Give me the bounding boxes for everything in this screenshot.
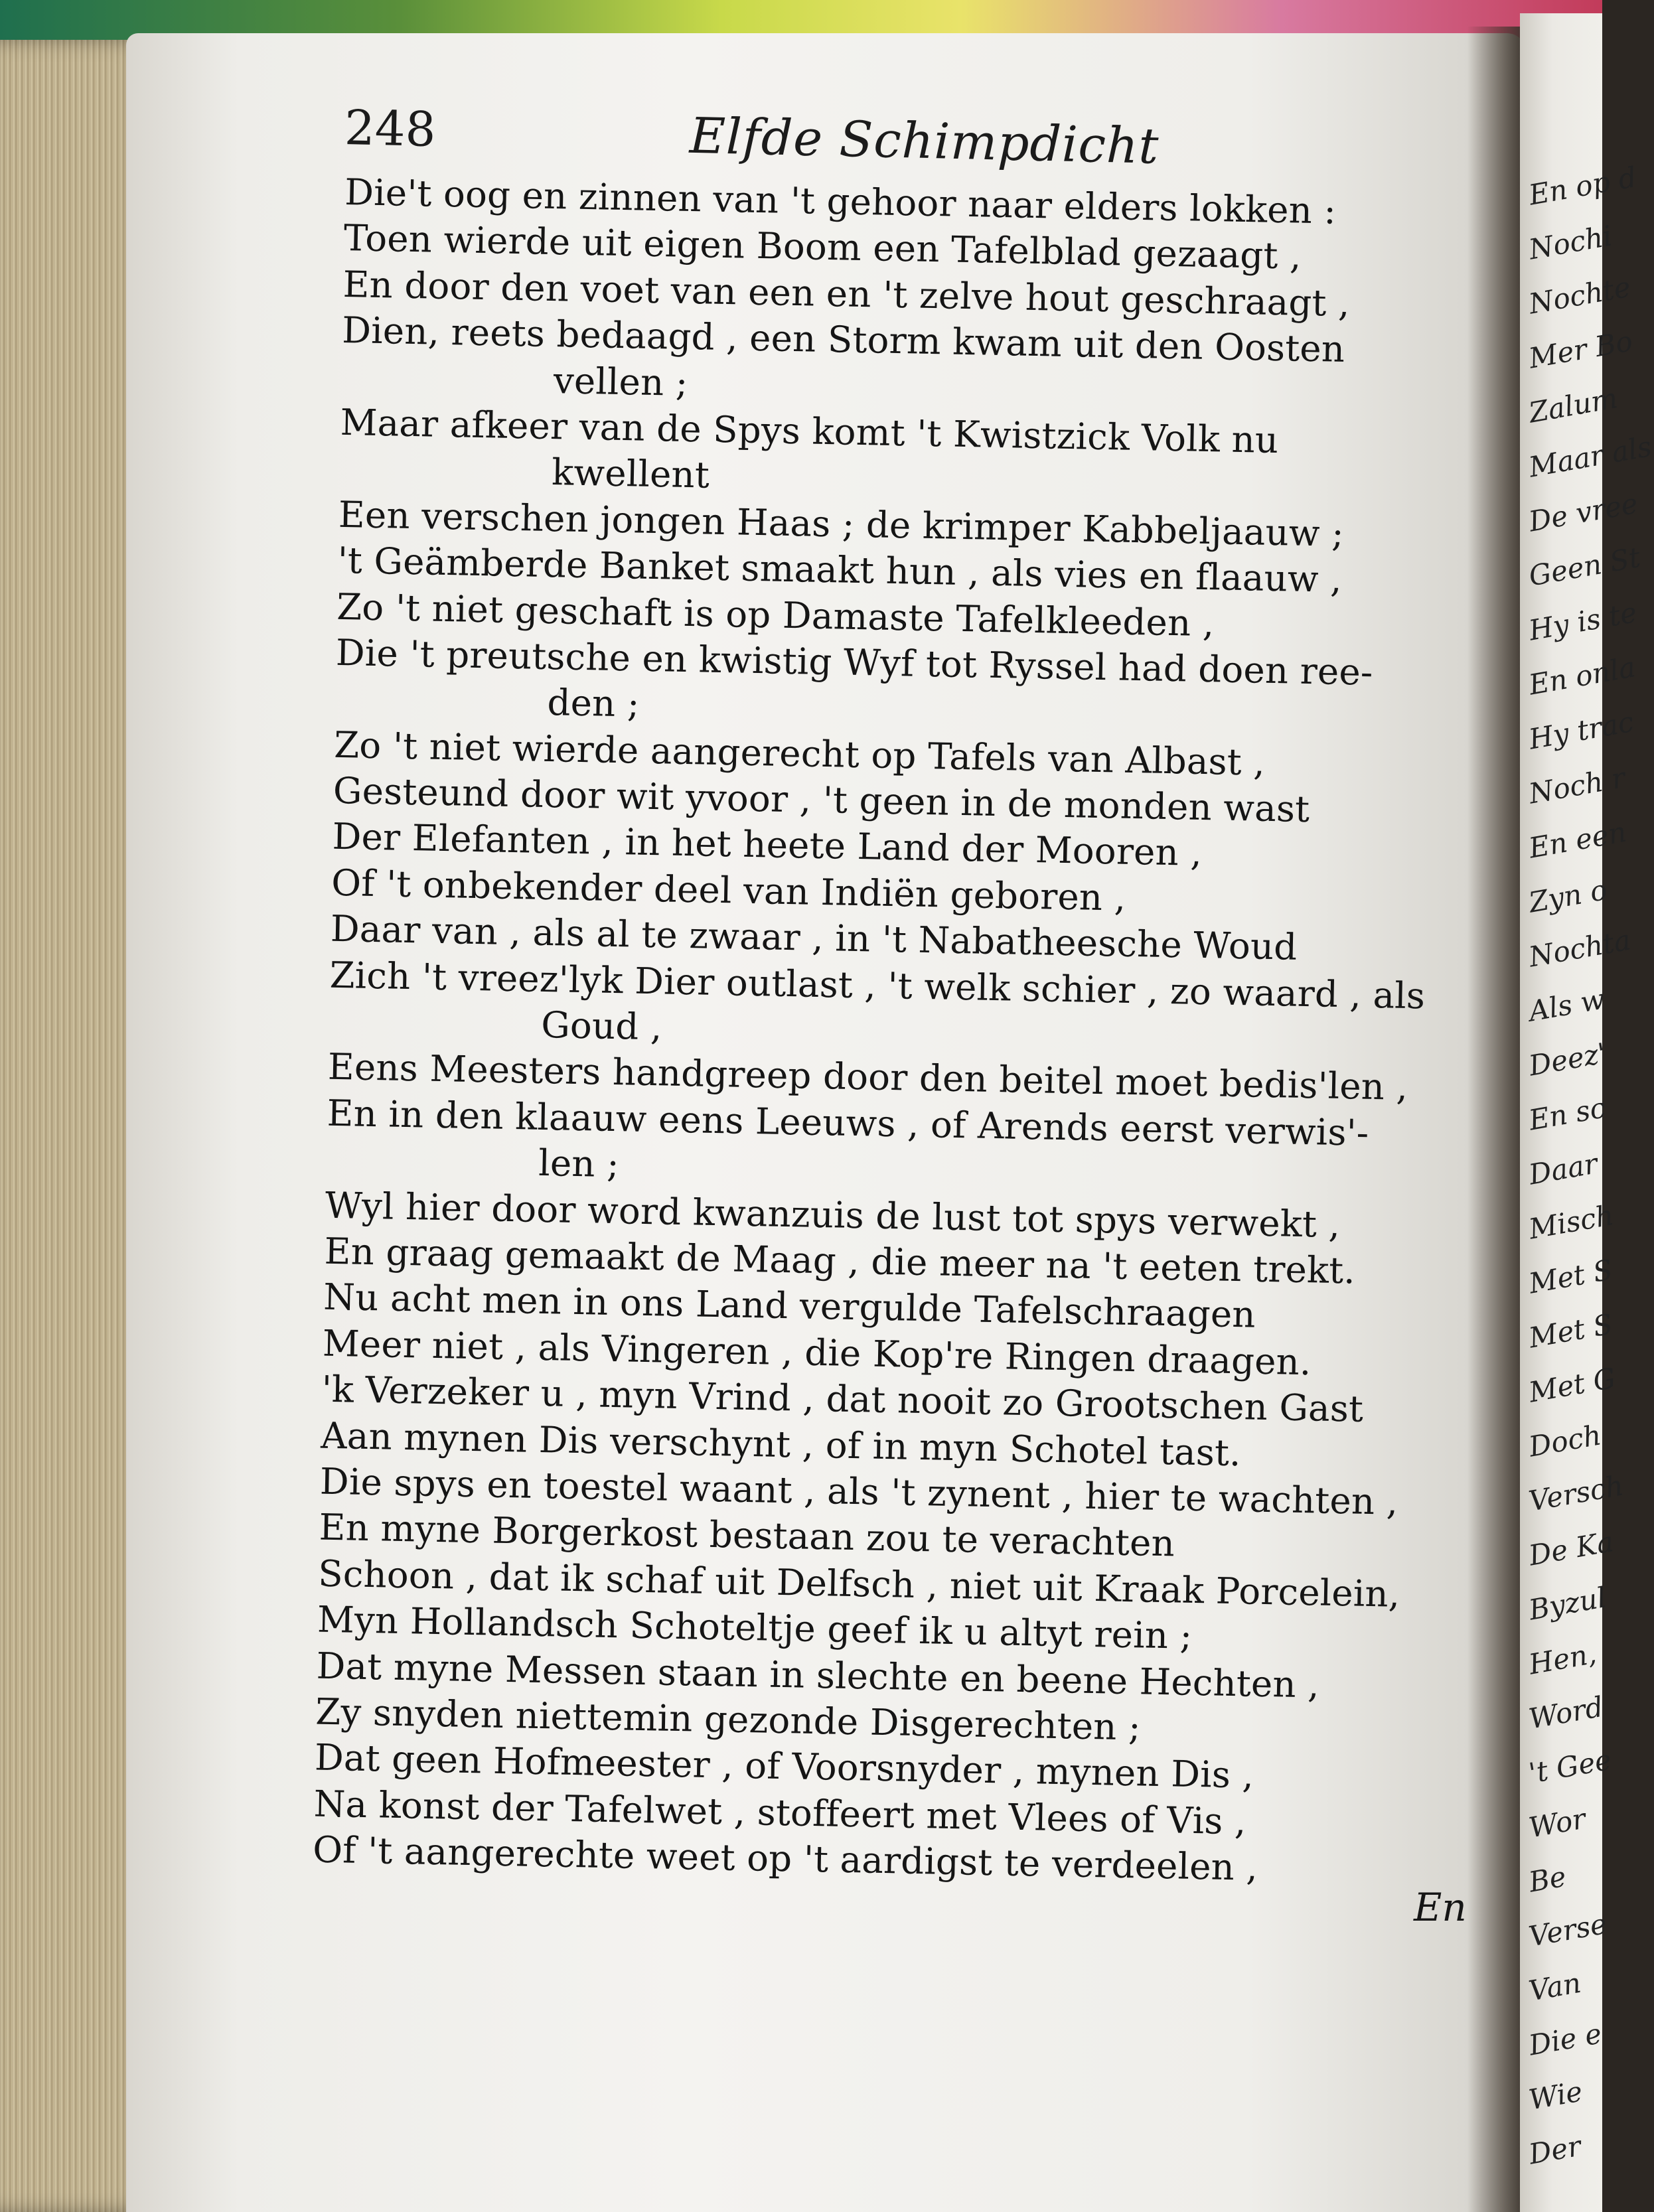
text-line: Zo 't niet wierde aangerecht op Tafels van Albast , [333,723,1266,784]
facing-page-fragment: 't Gee [1526,1743,1614,1790]
facing-page-fragment: De vree [1526,486,1641,538]
facing-page [1520,13,1654,2212]
text-line: Dat geen Hofmeester , of Voorsnyder , mynen Dis , [314,1735,1254,1797]
facing-page-fragment: Noch r [1526,761,1628,810]
running-title: Elfde Schimpdicht [688,107,1160,175]
text-line: Die spys en toestel waant , als 't zynent , hier te wachten , [319,1459,1398,1523]
text-line: Eens Meesters handgreep door den beitel moet bedis'len , [327,1045,1408,1109]
facing-page-fragment: Wor [1526,1802,1588,1844]
text-line: Daar van , als al te zwaar , in 't Nabatheesche Woud [330,907,1298,968]
text-line: En myne Borgerkost bestaan zou te verachten [319,1505,1175,1565]
facing-page-fragment: Maar als [1526,429,1654,484]
text-line: 'k Verzeker u , myn Vrind , dat nooit zo Grootschen Gast [321,1367,1364,1430]
text-line: Zy snyden niettemin gezonde Disgerechten ; [315,1690,1142,1749]
text-line: Schoon , dat ik schaf uit Delfsch , niet uit Kraak Porcelein, [317,1552,1400,1615]
text-line: Een verschen jongen Haas ; de krimper Kabbeljaauw ; [338,492,1345,555]
text-line: Maar afkeer van de Spys komt 't Kwistzick Volk nu [340,400,1279,462]
facing-page-fragment: Deez' [1526,1037,1609,1082]
facing-page-fragment: Doch [1526,1418,1604,1463]
text-line: En in den klaauw eens Leeuws , of Arends eerst verwis'- [327,1091,1370,1154]
facing-page-fragment: Hy trac [1526,705,1637,756]
text-line: En door den voet van een en 't zelve hout geschraagt , [342,262,1351,325]
text-line: Myn Hollandsch Schoteltje geef ik u altyt rein ; [317,1597,1193,1658]
text-line: Na konst der Tafelwet , stoffeert met Vlees of Vis , [313,1782,1247,1843]
text-line: Toen wierde uit eigen Boom een Tafelblad gezaagt , [343,216,1302,278]
facing-page-fragment: Als w [1526,982,1608,1028]
facing-page-fragment: Zalum [1526,382,1620,429]
facing-page-fragment: Zyn o [1526,873,1610,919]
book-gutter [1467,27,1527,2212]
facing-page-fragment: Nochta [1526,923,1633,974]
facing-page-fragment: En een [1526,815,1629,865]
text-line: Of 't onbekender deel van Indiën geboren , [331,861,1126,919]
facing-page-fragment: Met S [1526,1253,1616,1300]
text-line: Aan mynen Dis verschynt , of in myn Schotel tast. [320,1414,1242,1474]
facing-page-fragment: Nochi [1526,219,1615,266]
text-line: Dat myne Messen staan in slechte en beene Hechten , [316,1644,1320,1706]
text-line: Gesteund door wit yvoor , 't geen in de monden wast [333,769,1310,831]
text-line: Die 't preutsche en kwistig Wyf tot Ryssel had doen ree- [335,630,1374,694]
poem-text [313,169,1460,1894]
facing-page-fragment: Versch [1526,1469,1626,1518]
text-line: Nu acht men in ons Land vergulde Tafelschraagen [323,1276,1256,1337]
text-line: Zo 't niet geschaft is op Damaste Tafelkleeden , [336,585,1215,644]
text-line: Der Elefanten , in het heete Land der Mooren , [332,815,1203,875]
text-line: len ; [538,1142,620,1186]
text-line: Wyl hier door word kwanzuis de lust tot spys verwekt , [325,1183,1341,1246]
facing-page-fragment: Met S [1526,1307,1616,1355]
facing-page-fragment: Misch [1526,1199,1616,1246]
facing-page-fragment: En sc [1526,1091,1608,1137]
text-line: den ; [547,681,640,725]
facing-page-fragment: Be [1526,1860,1569,1899]
text-line: Meer niet , als Vingeren , die Kop're Ringen draagen. [322,1321,1312,1384]
facing-page-fragment: Die e [1526,2017,1604,2062]
facing-page-fragment: Der [1526,2129,1584,2171]
facing-page-fragment: En onla [1526,650,1638,701]
facing-page-fragment: Word [1526,1690,1606,1735]
text-line: 't Geämberde Banket smaakt hun , als vies en flaauw , [337,539,1343,601]
facing-page-fragment: Nochte [1526,270,1633,321]
facing-page-fragment: Daar [1526,1147,1600,1191]
facing-page-fragment: Hen, [1526,1637,1599,1681]
text-line: Die't oog en zinnen van 't gehoor naar elders lokken : [344,170,1337,232]
text-line: Dien, reets bedaagd , een Storm kwam uit den Oosten [341,309,1345,371]
facing-page-fragment: Met G [1526,1361,1618,1409]
page-number: 248 [344,100,437,158]
facing-page-fragment: Wie [1526,2075,1585,2116]
text-line: kwellent [551,451,710,496]
facing-page-fragment: Byzul [1526,1581,1609,1627]
facing-page-fragment: Verse [1526,1907,1610,1953]
facing-page-fragment: Hy is te [1526,595,1639,647]
facing-page-fragment: En op d [1526,160,1639,212]
facing-page-fragment: De Ka [1526,1525,1616,1572]
text-line: vellen ; [553,358,689,404]
text-line: Zich 't vreez'lyk Dier outlast , 't welk schier , zo waard , als [329,953,1426,1017]
catchword: En [1414,1885,1467,1930]
text-line: En graag gemaakt de Maag , die meer na 't eeten trekt. [324,1229,1356,1292]
text-line: Goud , [540,1003,663,1049]
facing-page-fragment: Van [1526,1966,1584,2008]
facing-page-fragment: Geen St [1526,540,1643,593]
text-line: Of 't aangerechte weet op 't aardigst te verdeelen , [312,1828,1258,1889]
facing-page-fragment: Mer Bo [1526,325,1635,375]
